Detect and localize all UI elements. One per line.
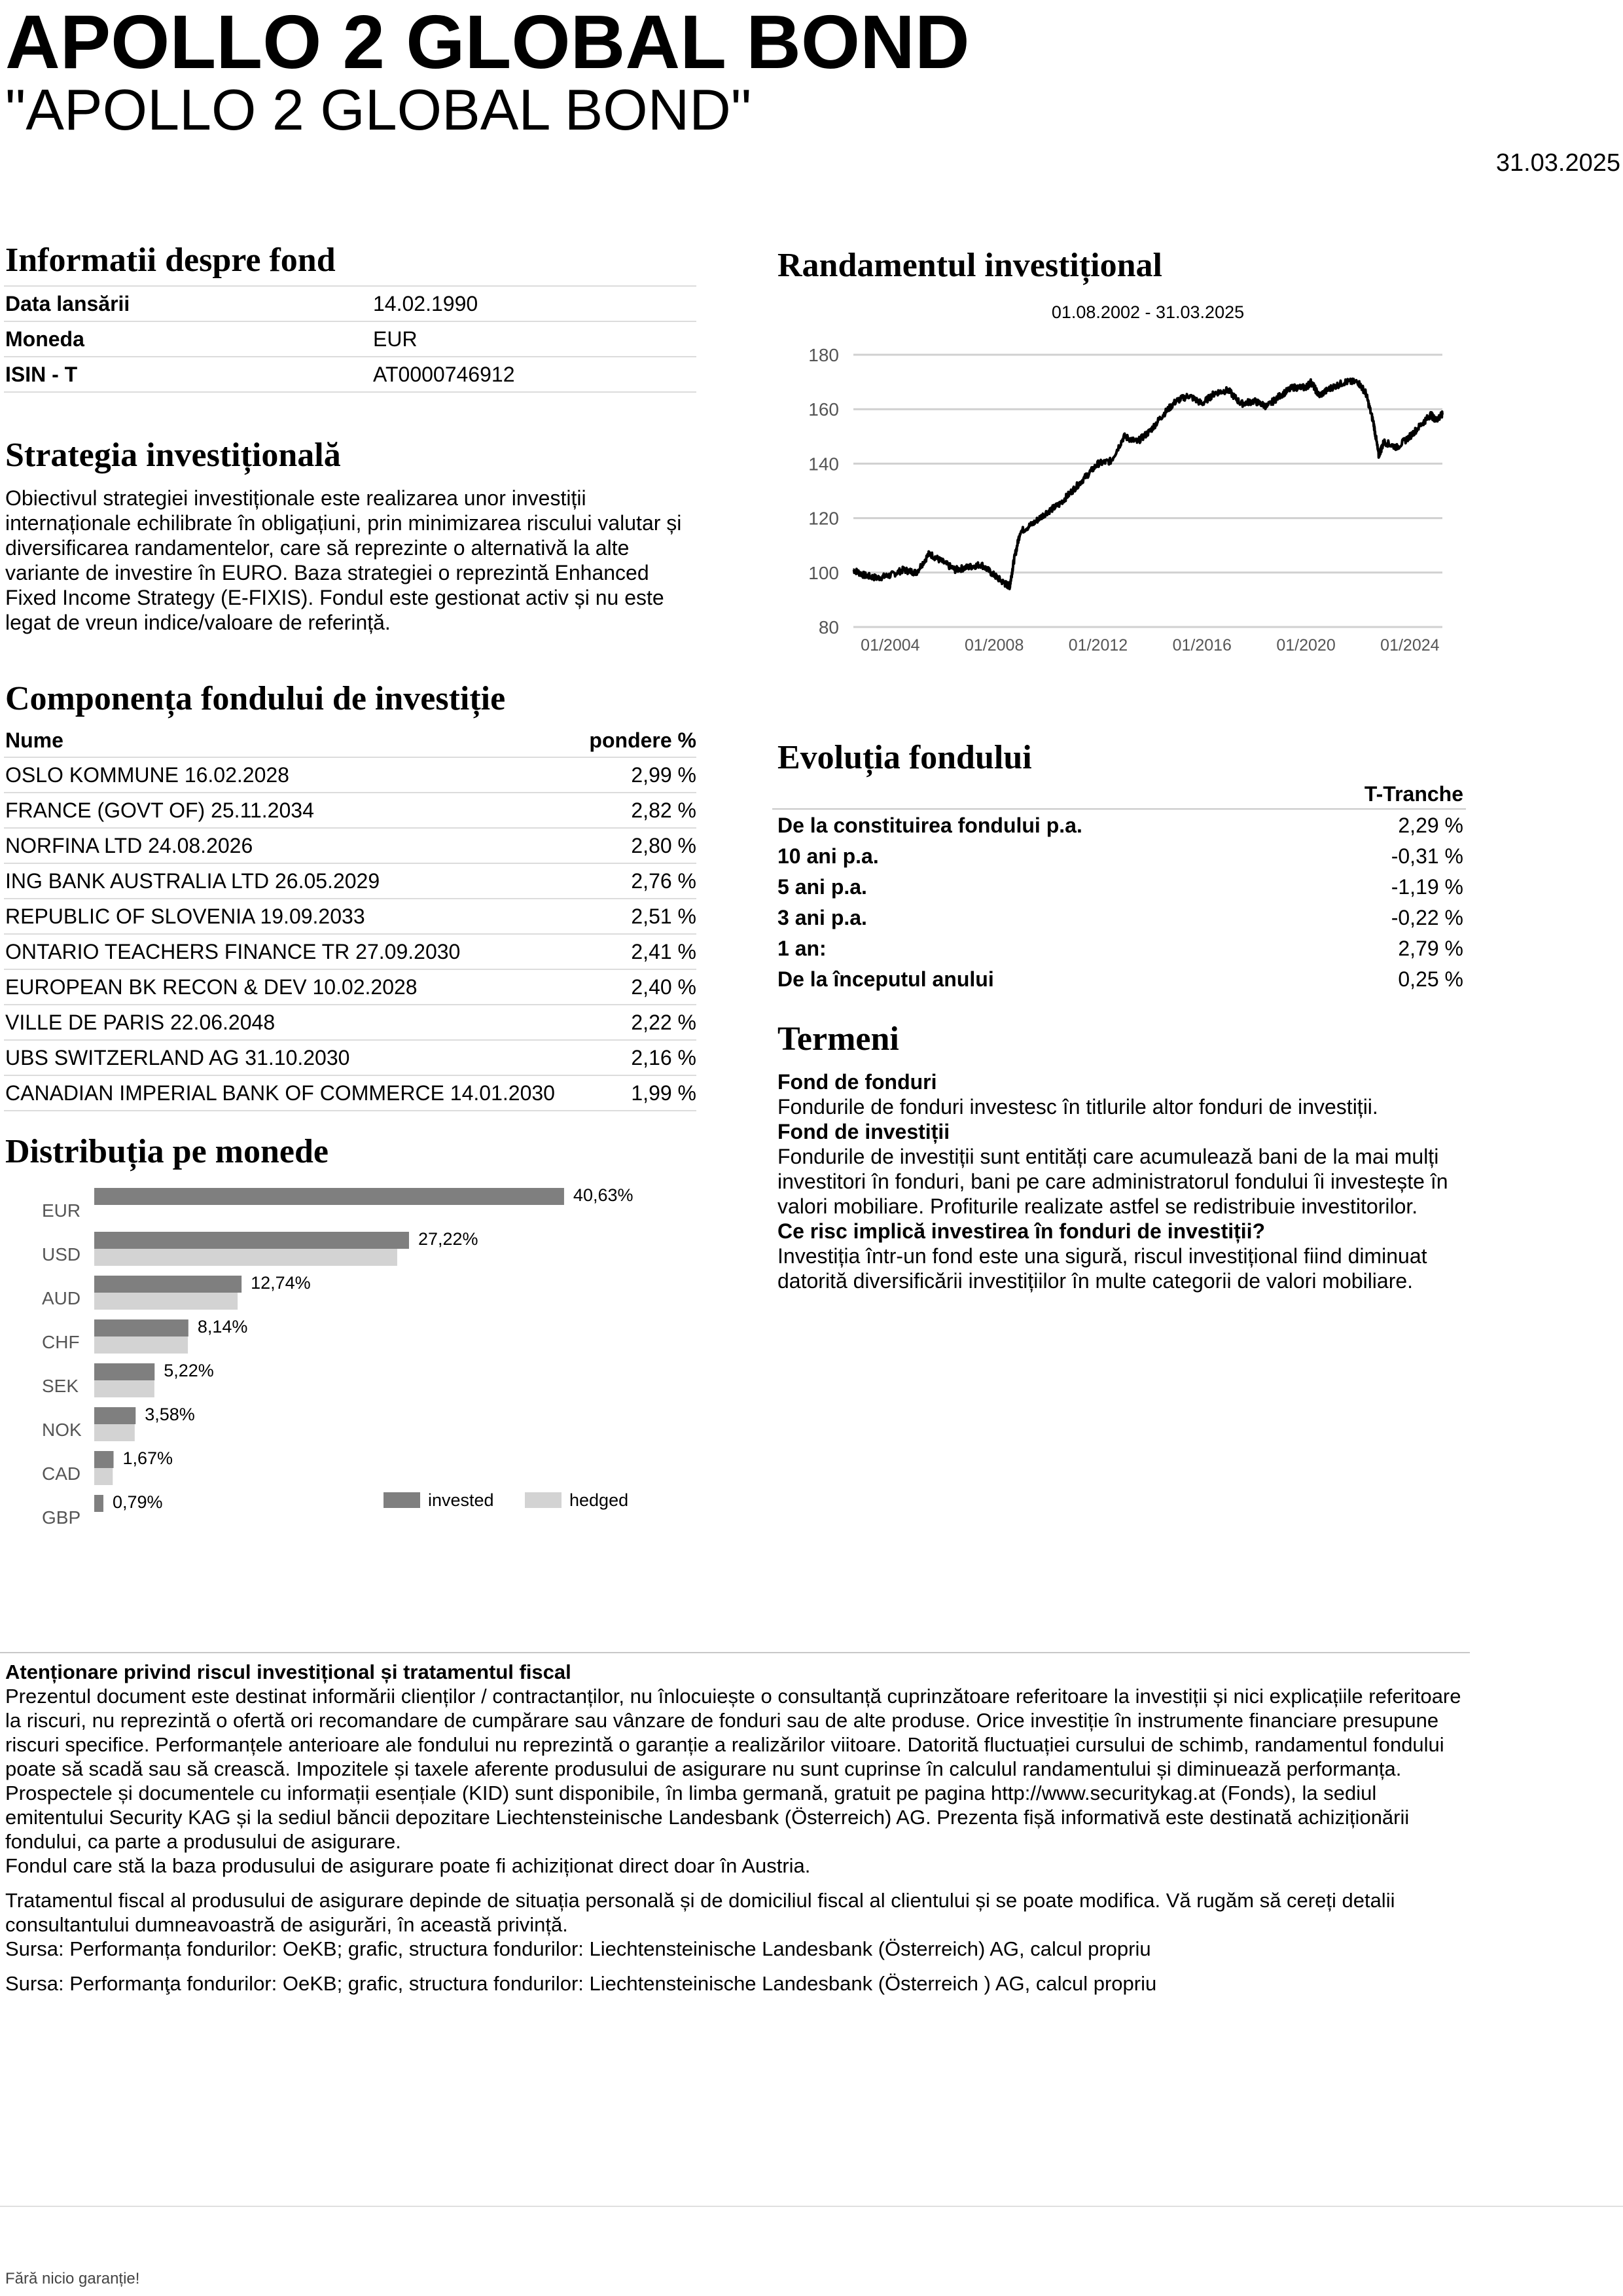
info-value: AT0000746912	[372, 357, 696, 392]
evolution-row	[777, 903, 1463, 933]
holdings-table	[4, 724, 696, 1111]
holdings-heading: Componența fondului de investiție	[5, 680, 506, 717]
evolution-label: 3 ani p.a.	[777, 906, 867, 929]
table-row	[4, 1005, 696, 1040]
performance-line-chart	[772, 298, 1466, 665]
term-title: Ce risc implică investirea în fonduri de investiții?	[777, 1219, 1266, 1243]
info-value: 14.02.1990	[372, 286, 696, 321]
holding-weight: 2,40 %	[582, 969, 696, 1005]
evolution-value: -0,22 %	[1391, 906, 1463, 929]
x-tick-label: 01/2020	[1276, 636, 1336, 655]
term-title: Fond de investiții	[777, 1120, 950, 1143]
bar-data-label: 0,79%	[112, 1492, 163, 1512]
holding-weight: 2,80 %	[582, 828, 696, 863]
x-tick-label: 01/2012	[1068, 636, 1128, 655]
evolution-label: De la începutul anului	[777, 967, 994, 991]
y-tick-label: 120	[808, 508, 839, 529]
report-date: 31.03.2025	[1495, 149, 1620, 177]
x-tick-label: 01/2024	[1380, 636, 1440, 655]
info-value: EUR	[372, 321, 696, 357]
y-tick-label: 140	[808, 454, 839, 475]
evolution-label: 1 an:	[777, 937, 827, 960]
bar-data-label: 5,22%	[164, 1361, 214, 1380]
evolution-row	[777, 841, 1463, 872]
holding-name: CANADIAN IMPERIAL BANK OF COMMERCE 14.01.2030	[4, 1075, 582, 1111]
evolution-value: 0,25 %	[1398, 967, 1463, 991]
bar-data-label: 40,63%	[573, 1185, 633, 1205]
bar-hedged	[94, 1249, 397, 1266]
holdings-col-weight: pondere %	[582, 724, 696, 757]
info-label: Moneda	[4, 321, 372, 357]
holdings-col-name: Nume	[4, 724, 582, 757]
bar-invested	[94, 1495, 103, 1512]
y-tick-label: 100	[808, 562, 839, 583]
category-label: GBP	[42, 1507, 81, 1528]
chart-subtitle: 01.08.2002 - 31.03.2025	[1051, 302, 1245, 322]
term-definition: Fondurile de fonduri investesc în titlurile altor fonduri de investiții.	[777, 1095, 1378, 1119]
holding-name: NORFINA LTD 24.08.2026	[4, 828, 582, 863]
bar-invested	[94, 1319, 188, 1336]
evolution-label: De la constituirea fondului p.a.	[777, 814, 1082, 837]
info-table	[4, 285, 696, 393]
y-tick-label: 80	[818, 617, 839, 637]
info-label: Data lansării	[4, 286, 372, 321]
evolution-value: -1,19 %	[1391, 875, 1463, 899]
evolution-value: -0,31 %	[1391, 844, 1463, 868]
table-row	[4, 757, 696, 793]
info-row	[4, 286, 696, 321]
y-tick-label: 160	[808, 399, 839, 420]
category-label: AUD	[42, 1288, 81, 1308]
holding-name: REPUBLIC OF SLOVENIA 19.09.2033	[4, 899, 582, 934]
disclaimer-paragraph: Prezentul document este destinat informării clienților / contractanților, nu înlocuiește o consultanță cuprinzătoare referitoare la investiții și nici explicațiile referitoare la riscuri, nu reprezintă o ofertă ori recomandare de cumpărare sau vânzare de fonduri sau de alte produse. Orice investiție în instrumente financiare presupune riscuri specifice. Performanțele anterioare ale fondului nu reprezintă o garanție a realizărilor viitoare. Datorită fluctuației cursului de schimb, randamentul fondului poate să scadă sau să crească. Impozitele și taxele aferente produsului de asigurare nu sunt cuprinse în calculul randamentului și diminuează performanța. Prospectele și documentele cu informații esențiale (KID) sunt disponibile, în limba germană, gratuit pe pagina http://www.securitykag.at (Fonds), la sediul emitentului Security KAG și la sediul băncii depozitare Liechtensteinische Landesbank (Österreich) AG. Prezenta fișă informativă este destinată achiziționării fondului, ca parte a produsului de asigurare.	[5, 1685, 1461, 1853]
series-line	[853, 379, 1442, 589]
bar-hedged	[94, 1293, 238, 1310]
holding-weight: 2,16 %	[582, 1040, 696, 1075]
bar-hedged	[94, 1380, 154, 1397]
x-tick-label: 01/2004	[861, 636, 920, 655]
strategy-heading: Strategia investițională	[5, 437, 341, 474]
terms-list	[777, 1069, 1458, 1293]
category-label: CHF	[42, 1332, 80, 1352]
bar-data-label: 1,67%	[122, 1448, 173, 1468]
bar-data-label: 12,74%	[251, 1273, 311, 1293]
fund-subtitle: "APOLLO 2 GLOBAL BOND"	[5, 77, 752, 142]
terms-heading: Termeni	[777, 1020, 899, 1058]
x-tick-label: 01/2008	[964, 636, 1024, 655]
bar-invested	[94, 1232, 409, 1249]
category-label: EUR	[42, 1200, 81, 1221]
table-row	[4, 828, 696, 863]
evolution-label: 10 ani p.a.	[777, 844, 879, 868]
holding-name: EUROPEAN BK RECON & DEV 10.02.2028	[4, 969, 582, 1005]
legend-label-hedged: hedged	[569, 1490, 629, 1510]
disclaimer-paragraph: Tratamentul fiscal al produsului de asigurare depinde de situația personală și de domiciliul fiscal al clientului și se poate modifica. Vă rugăm să cereți detalii consultantului dumneavoastră de asigurări, în această privință.	[5, 1889, 1395, 1936]
disclaimer-paragraph: Fondul care stă la baza produsului de asigurare poate fi achiziționat direct doar în Austria.	[5, 1854, 811, 1877]
holding-name: ING BANK AUSTRALIA LTD 26.05.2029	[4, 863, 582, 899]
bar-hedged	[94, 1424, 135, 1441]
term-definition: Fondurile de investiții sunt entități care acumulează bani de la mai mulți investitori în fonduri, bani pe care administratorul fondului îi investește în valori mobiliare. Profiturile realizate astfel se redistribuie investitorilor.	[777, 1145, 1448, 1218]
fund-title: APOLLO 2 GLOBAL BOND	[5, 0, 970, 84]
holding-weight: 2,51 %	[582, 899, 696, 934]
term-title: Fond de fonduri	[777, 1070, 937, 1094]
bar-invested	[94, 1276, 241, 1293]
legend-swatch-hedged	[525, 1492, 562, 1508]
info-row	[4, 357, 696, 392]
info-heading: Informatii despre fond	[5, 242, 336, 279]
holding-weight: 2,82 %	[582, 793, 696, 828]
source-note: Sursa: Performanţa fondurilor: OeKB; grafic, structura fondurilor: Liechtensteinische Landesbank (Österreich ) AG, calcul propriu	[5, 1972, 1157, 1995]
evolution-list	[777, 810, 1463, 995]
table-row	[4, 969, 696, 1005]
evolution-row	[777, 810, 1463, 841]
category-label: CAD	[42, 1463, 81, 1484]
evolution-divider	[772, 808, 1466, 810]
bar-hedged	[94, 1336, 188, 1354]
holding-name: FRANCE (GOVT OF) 25.11.2034	[4, 793, 582, 828]
holding-name: VILLE DE PARIS 22.06.2048	[4, 1005, 582, 1040]
evolution-row	[777, 933, 1463, 964]
table-row	[4, 899, 696, 934]
holdings-header-row	[4, 724, 696, 757]
evolution-value: 2,79 %	[1398, 937, 1463, 960]
source-note: Sursa: Performanța fondurilor: OeKB; grafic, structura fondurilor: Liechtensteinische Landesbank (Österreich) AG, calcul propriu	[5, 1937, 1151, 1960]
bar-data-label: 3,58%	[145, 1405, 195, 1424]
table-row	[4, 934, 696, 969]
legend-label-invested: invested	[428, 1490, 494, 1510]
category-label: USD	[42, 1244, 81, 1265]
holding-weight: 2,76 %	[582, 863, 696, 899]
legend-swatch-invested	[383, 1492, 420, 1508]
table-row	[4, 1075, 696, 1111]
category-label: NOK	[42, 1420, 82, 1440]
table-row	[4, 863, 696, 899]
disclaimer-divider	[0, 1652, 1470, 1653]
term-definition: Investiția într-un fond este una sigură, riscul investițional fiind diminuat datorită diversificării investițiilor în multe categorii de valori mobiliare.	[777, 1244, 1427, 1293]
bar-data-label: 8,14%	[197, 1317, 248, 1336]
currency-heading: Distribuția pe monede	[5, 1133, 329, 1170]
info-label: ISIN - T	[4, 357, 372, 392]
footer-divider	[0, 2206, 1623, 2207]
holding-weight: 2,99 %	[582, 757, 696, 793]
bar-invested	[94, 1451, 114, 1468]
holding-name: UBS SWITZERLAND AG 31.10.2030	[4, 1040, 582, 1075]
currency-bar-chart	[0, 1172, 707, 1538]
evolution-value: 2,29 %	[1398, 814, 1463, 837]
bar-invested	[94, 1188, 564, 1205]
evolution-label: 5 ani p.a.	[777, 875, 867, 899]
strategy-text: Obiectivul strategiei investiționale este realizarea unor investiții internaționale echilibrate în obligațiuni, prin minimizarea riscului valutar și diversificarea randamentelor, care să reprezinte o alternativă la alte variante de investire în EURO. Baza strategiei o reprezintă Enhanced Fixed Income Strategy (E-FIXIS). Fondul este gestionat activ și nu este legat de vreun indice/valoare de referință.	[5, 486, 682, 634]
table-row	[4, 793, 696, 828]
x-tick-label: 01/2016	[1172, 636, 1232, 655]
y-tick-label: 180	[808, 345, 839, 365]
holding-weight: 2,22 %	[582, 1005, 696, 1040]
performance-heading: Randamentul investițional	[777, 247, 1162, 284]
disclaimer-block	[5, 1660, 1469, 1996]
holding-name: OSLO KOMMUNE 16.02.2028	[4, 757, 582, 793]
category-label: SEK	[42, 1376, 79, 1396]
evolution-row	[777, 964, 1463, 995]
info-row	[4, 321, 696, 357]
evolution-heading: Evoluția fondului	[777, 739, 1032, 776]
evolution-row	[777, 872, 1463, 903]
bar-invested	[94, 1407, 135, 1424]
holding-weight: 2,41 %	[582, 934, 696, 969]
holding-weight: 1,99 %	[582, 1075, 696, 1111]
bar-hedged	[94, 1468, 113, 1485]
bar-data-label: 27,22%	[418, 1229, 478, 1249]
footer-note: Fără nicio garanție!	[5, 2270, 140, 2287]
holding-name: ONTARIO TEACHERS FINANCE TR 27.09.2030	[4, 934, 582, 969]
disclaimer-heading: Atenționare privind riscul investițional și tratamentul fiscal	[5, 1660, 571, 1683]
bar-invested	[94, 1363, 154, 1380]
evolution-column-header: T-Tranche	[1364, 782, 1463, 806]
table-row	[4, 1040, 696, 1075]
